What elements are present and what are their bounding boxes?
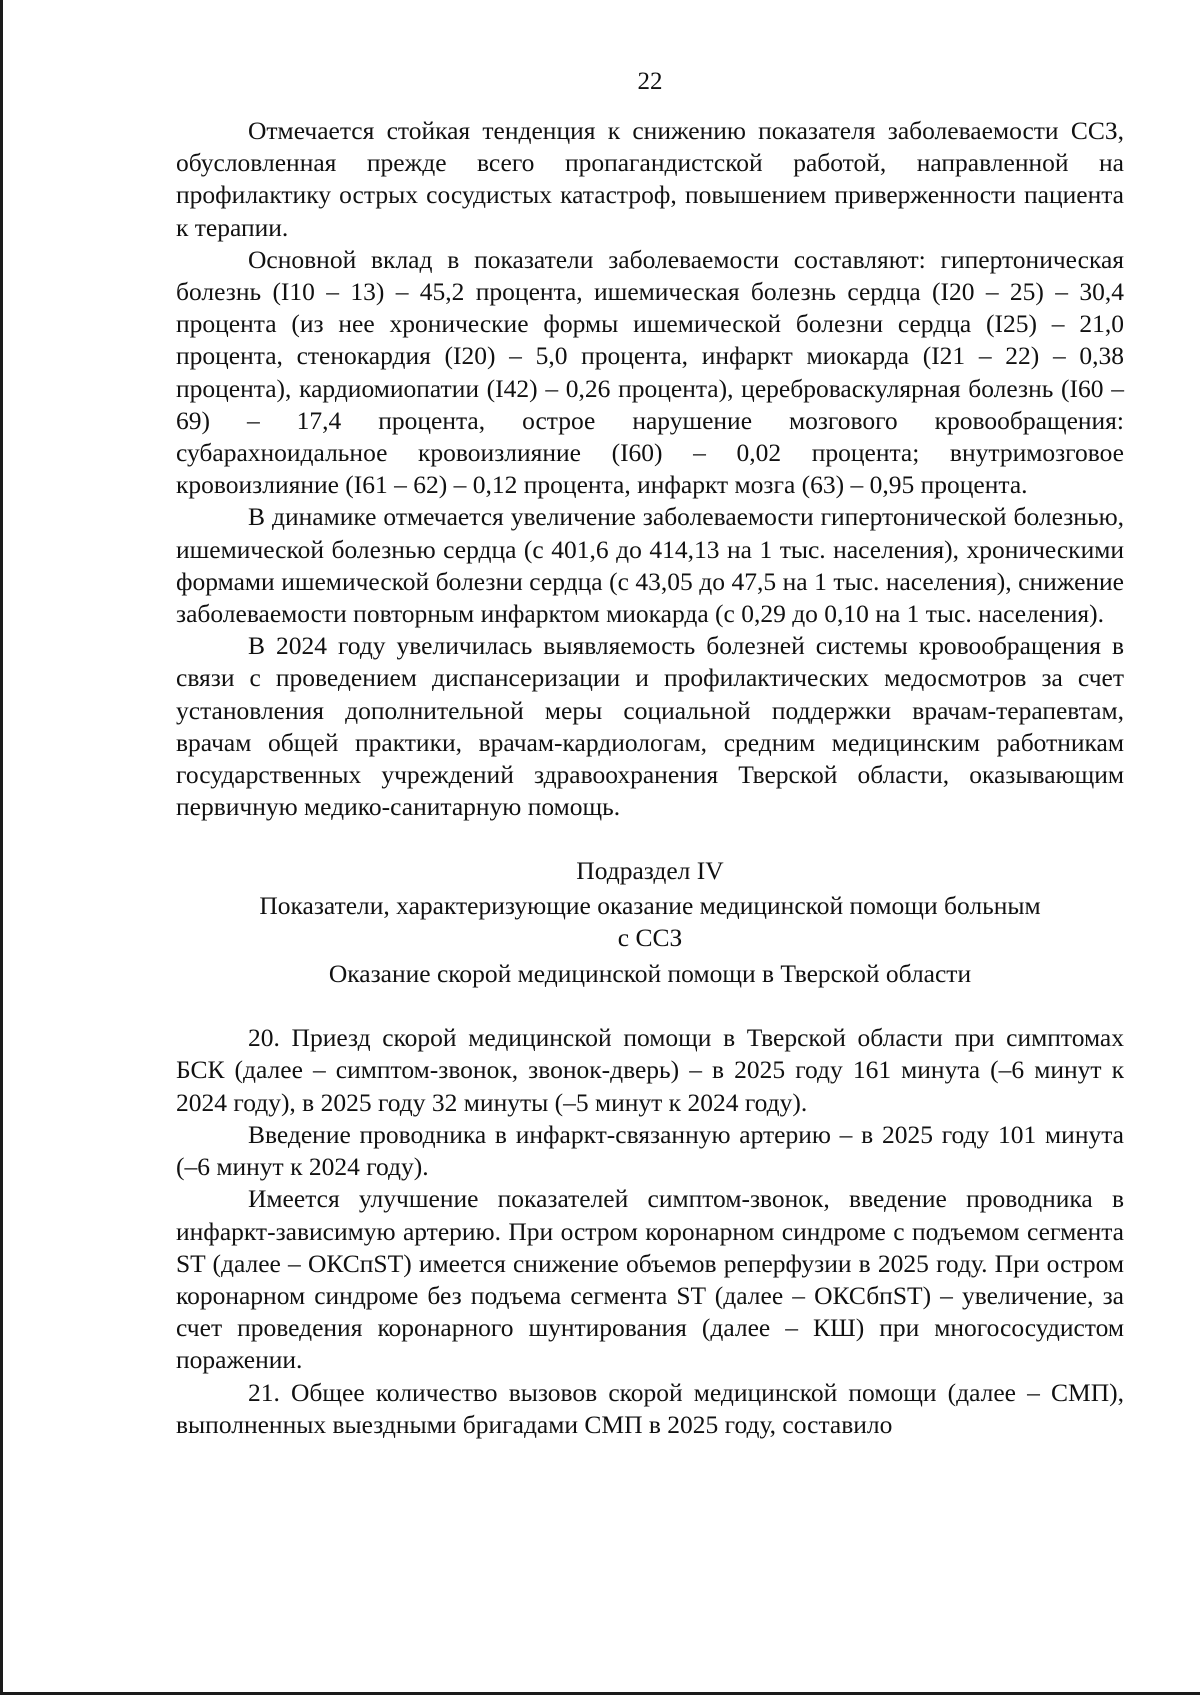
page-number: 22 <box>637 68 663 95</box>
paragraph: Отмечается стойкая тенденция к снижению показателя заболеваемости ССЗ, обусловленная прежде всего пропагандистской работой, направленной на профилактику острых сосудистых катастроф, повышением приверженности пациента к терапии. <box>176 116 1124 242</box>
section-title-line-2: с ССЗ <box>617 922 683 952</box>
scan-border-left <box>0 0 3 1695</box>
document-body <box>176 115 1124 1441</box>
section-title-line-1: Показатели, характеризующие оказание медицинской помощи больным <box>259 890 1041 920</box>
paragraph: Имеется улучшение показателей симптом-звонок, введение проводника в инфаркт-зависимую артерию. При остром коронарном синдроме с подъемом сегмента ST (далее – ОКСпST) имеется снижение объемов реперфузии в 2025 году. При остром коронарном синдроме без подъема сегмента ST (далее – ОКСбпST) – увеличение, за счет проведения коронарного шунтирования (далее – КШ) при многососудистом поражении. <box>176 1184 1124 1375</box>
paragraph: Введение проводника в инфаркт-связанную артерию – в 2025 году 101 минута (–6 минут к 2024 году). <box>176 1119 1124 1182</box>
paragraph: В динамике отмечается увеличение заболеваемости гипертонической болезнью, ишемической болезнью сердца (с 401,6 до 414,13 на 1 тыс. населения), хроническими формами ишемической болезни сердца (с 43,05 до 47,5 на 1 тыс. населения), снижение заболеваемости повторным инфарктом миокарда (с 0,29 до 0,10 на 1 тыс. населения). <box>176 502 1124 629</box>
paragraph: 21. Общее количество вызовов скорой медицинской помощи (далее – СМП), выполненных выездными бригадами СМП в 2025 году, составило <box>176 1377 1124 1439</box>
section-subtitle: Оказание скорой медицинской помощи в Тверской области <box>328 959 972 989</box>
section-label: Подраздел IV <box>576 856 724 886</box>
paragraph: 20. Приезд скорой медицинской помощи в Тверской области при симптомах БСК (далее – симптом-звонок, звонок-дверь) – в 2025 году 161 минута (–6 минут к 2024 году), в 2025 году 32 минуты (–5 минут к 2024 году). <box>176 1023 1124 1117</box>
paragraph: Основной вклад в показатели заболеваемости составляют: гипертоническая болезнь (I10 – 13) – 45,2 процента, ишемическая болезнь сердца (I20 – 25) – 30,4 процента (из нее хронические формы ишемической болезни сердца (I25) – 21,0 процента, стенокардия (I20) – 5,0 процента, инфаркт миокарда (I21 – 22) – 0,38 процента), кардиомиопатии (I42) – 0,26 процента), цереброваскулярная болезнь (I60 – 69) – 17,4 процента, острое нарушение мозгового кровообращения: субарахноидальное кровоизлияние (I60) – 0,02 процента; внутримозговое кровоизлияние (I61 – 62) – 0,12 процента, инфаркт мозга (63) – 0,95 процента. <box>176 244 1124 500</box>
paragraph: В 2024 году увеличилась выявляемость болезней системы кровообращения в связи с проведением диспансеризации и профилактических медосмотров за счет установления дополнительной меры социальной поддержки врачам-терапевтам, врачам общей практики, врачам-кардиологам, средним медицинским работникам государственных учреждений здравоохранения Тверской области, оказывающим первичную медико-санитарную помощь. <box>176 631 1124 822</box>
section-heading <box>176 855 1124 990</box>
